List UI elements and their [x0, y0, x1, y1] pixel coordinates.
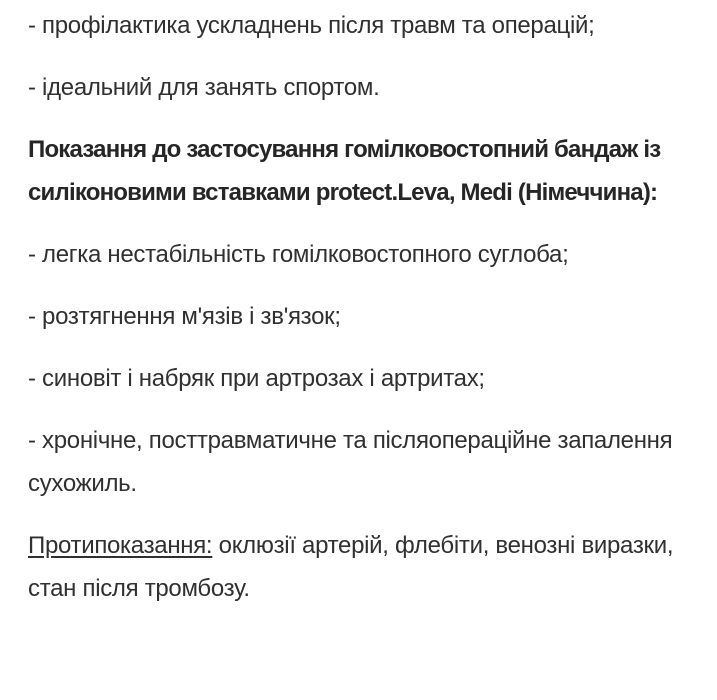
contraindications-label: Протипоказання: — [28, 532, 213, 559]
indications-heading: Показання до застосування гомілковостопний бандаж із силіконовими вставками protect.Leva, Medi (Німеччина): — [28, 136, 661, 206]
indication-item: - хронічне, посттравматичне та післяопераційне запалення сухожиль. — [28, 427, 673, 497]
contraindications-paragraph — [28, 524, 697, 610]
indication-item: - розтягнення м'язів і зв'язок; — [28, 303, 341, 330]
contraindications-text: оклюзії артерій, флебіти, венозні виразки, стан після тромбозу. — [28, 532, 674, 602]
benefit-item: - ідеальний для занять спортом. — [28, 74, 380, 101]
indication-item: - синовіт і набряк при артрозах і артритах; — [28, 365, 485, 392]
benefit-item: - профілактика ускладнень після травм та операцій; — [28, 12, 595, 39]
indication-item: - легка нестабільність гомілковостопного суглоба; — [28, 241, 569, 268]
